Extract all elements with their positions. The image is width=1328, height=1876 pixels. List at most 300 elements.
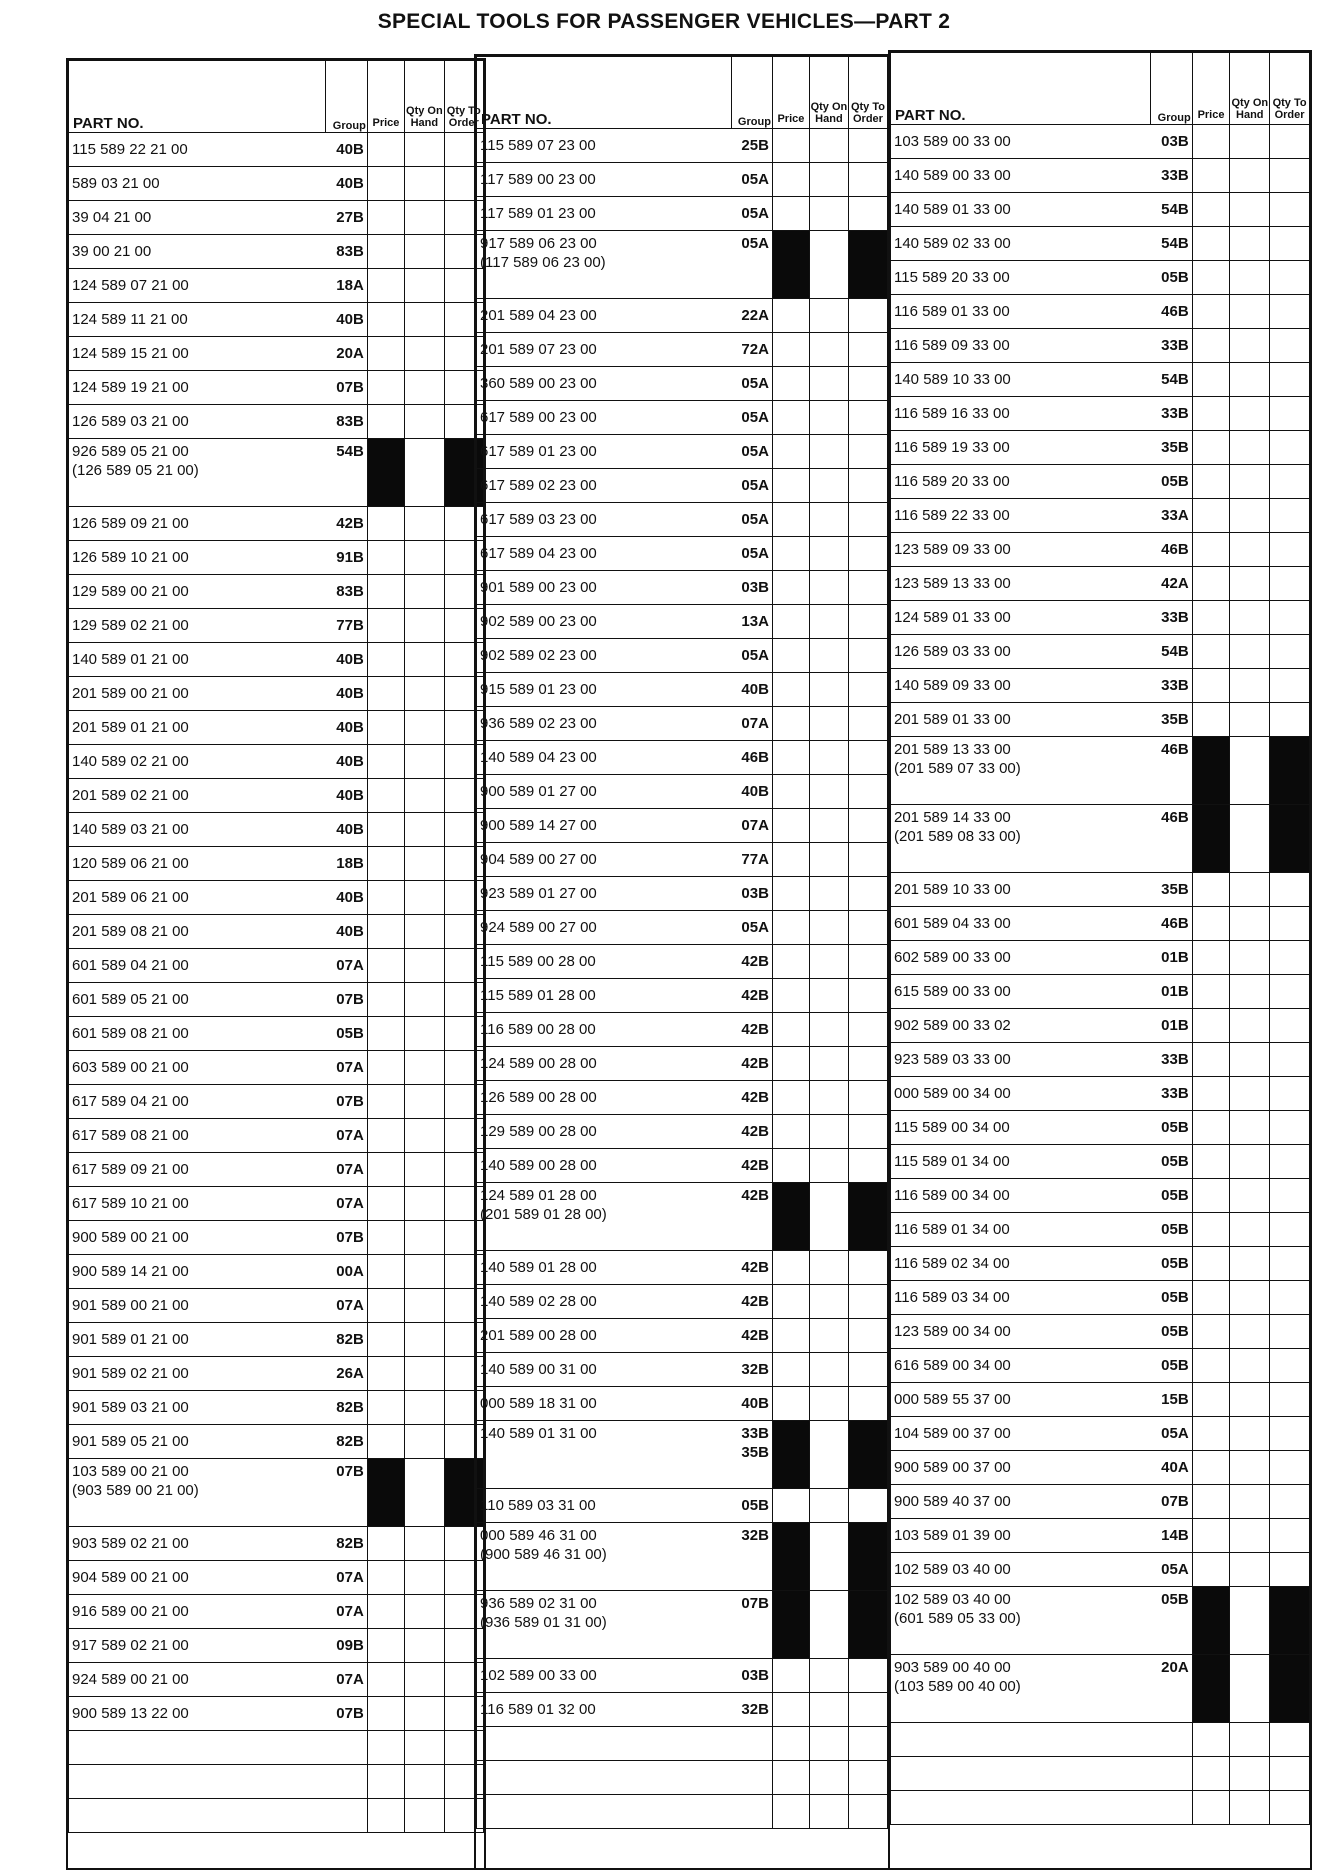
price-cell[interactable] [1192, 1077, 1230, 1111]
qty-to-order-cell[interactable] [848, 163, 887, 197]
qty-to-order-cell[interactable] [848, 367, 887, 401]
price-cell[interactable] [1192, 1315, 1230, 1349]
price-cell[interactable] [772, 741, 809, 775]
qty-to-order-cell[interactable] [848, 1591, 887, 1659]
qty-on-hand-cell[interactable] [405, 711, 444, 745]
qty-to-order-cell[interactable] [1270, 329, 1310, 363]
price-cell[interactable] [772, 1251, 809, 1285]
qty-to-order-cell[interactable] [848, 1285, 887, 1319]
qty-on-hand-cell[interactable] [809, 1489, 848, 1523]
qty-on-hand-cell[interactable] [1230, 567, 1270, 601]
qty-on-hand-cell[interactable] [405, 167, 444, 201]
qty-on-hand-cell[interactable] [809, 843, 848, 877]
price-cell[interactable] [367, 1697, 404, 1731]
qty-on-hand-cell[interactable] [809, 1693, 848, 1727]
price-cell[interactable] [772, 129, 809, 163]
price-cell[interactable] [1192, 1043, 1230, 1077]
qty-on-hand-cell[interactable] [405, 813, 444, 847]
qty-to-order-cell[interactable] [848, 1115, 887, 1149]
qty-to-order-cell[interactable] [1270, 1077, 1310, 1111]
qty-on-hand-cell[interactable] [1230, 363, 1270, 397]
qty-on-hand-cell[interactable] [809, 1591, 848, 1659]
qty-on-hand-cell[interactable] [809, 571, 848, 605]
price-cell[interactable] [367, 303, 404, 337]
price-cell[interactable] [1192, 1655, 1230, 1723]
price-cell[interactable] [367, 1289, 404, 1323]
qty-on-hand-cell[interactable] [405, 745, 444, 779]
qty-to-order-cell[interactable] [1270, 635, 1310, 669]
qty-on-hand-cell[interactable] [809, 809, 848, 843]
qty-on-hand-cell[interactable] [405, 643, 444, 677]
price-cell[interactable] [367, 133, 404, 167]
qty-to-order-cell[interactable] [1270, 1349, 1310, 1383]
qty-on-hand-cell[interactable] [405, 371, 444, 405]
qty-on-hand-cell[interactable] [405, 915, 444, 949]
qty-to-order-cell[interactable] [1270, 397, 1310, 431]
qty-on-hand-cell[interactable] [1230, 431, 1270, 465]
price-cell[interactable] [772, 1149, 809, 1183]
qty-on-hand-cell[interactable] [809, 503, 848, 537]
qty-to-order-cell[interactable] [848, 129, 887, 163]
qty-on-hand-cell[interactable] [809, 707, 848, 741]
price-cell[interactable] [772, 1319, 809, 1353]
qty-on-hand-cell[interactable] [405, 949, 444, 983]
price-cell[interactable] [772, 605, 809, 639]
qty-to-order-cell[interactable] [848, 1013, 887, 1047]
qty-to-order-cell[interactable] [1270, 1043, 1310, 1077]
qty-to-order-cell[interactable] [848, 1149, 887, 1183]
qty-to-order-cell[interactable] [848, 1523, 887, 1591]
qty-on-hand-cell[interactable] [809, 299, 848, 333]
qty-on-hand-cell[interactable] [809, 1421, 848, 1489]
price-cell[interactable] [367, 371, 404, 405]
qty-on-hand-cell[interactable] [809, 673, 848, 707]
qty-to-order-cell[interactable] [1270, 941, 1310, 975]
qty-to-order-cell[interactable] [848, 639, 887, 673]
qty-to-order-cell[interactable] [848, 197, 887, 231]
price-cell[interactable] [367, 711, 404, 745]
qty-to-order-cell[interactable] [1270, 1723, 1310, 1757]
qty-on-hand-cell[interactable] [1230, 703, 1270, 737]
price-cell[interactable] [772, 1047, 809, 1081]
price-cell[interactable] [367, 1425, 404, 1459]
qty-on-hand-cell[interactable] [809, 877, 848, 911]
qty-to-order-cell[interactable] [848, 911, 887, 945]
qty-on-hand-cell[interactable] [1230, 193, 1270, 227]
qty-on-hand-cell[interactable] [809, 775, 848, 809]
qty-to-order-cell[interactable] [1270, 295, 1310, 329]
qty-on-hand-cell[interactable] [1230, 533, 1270, 567]
price-cell[interactable] [772, 537, 809, 571]
qty-to-order-cell[interactable] [1270, 125, 1310, 159]
price-cell[interactable] [1192, 1553, 1230, 1587]
qty-on-hand-cell[interactable] [405, 1051, 444, 1085]
qty-to-order-cell[interactable] [1270, 261, 1310, 295]
qty-to-order-cell[interactable] [1270, 363, 1310, 397]
price-cell[interactable] [772, 1013, 809, 1047]
qty-to-order-cell[interactable] [1270, 1451, 1310, 1485]
qty-to-order-cell[interactable] [848, 333, 887, 367]
qty-to-order-cell[interactable] [1270, 907, 1310, 941]
qty-on-hand-cell[interactable] [1230, 805, 1270, 873]
qty-on-hand-cell[interactable] [405, 1153, 444, 1187]
qty-to-order-cell[interactable] [848, 809, 887, 843]
qty-to-order-cell[interactable] [1270, 1655, 1310, 1723]
price-cell[interactable] [367, 1119, 404, 1153]
qty-on-hand-cell[interactable] [1230, 1553, 1270, 1587]
qty-to-order-cell[interactable] [848, 401, 887, 435]
qty-to-order-cell[interactable] [848, 707, 887, 741]
qty-to-order-cell[interactable] [1270, 1179, 1310, 1213]
qty-on-hand-cell[interactable] [405, 1289, 444, 1323]
qty-on-hand-cell[interactable] [809, 1387, 848, 1421]
price-cell[interactable] [772, 1489, 809, 1523]
qty-to-order-cell[interactable] [1270, 227, 1310, 261]
qty-on-hand-cell[interactable] [405, 405, 444, 439]
qty-on-hand-cell[interactable] [405, 1561, 444, 1595]
price-cell[interactable] [367, 1187, 404, 1221]
qty-on-hand-cell[interactable] [1230, 1791, 1270, 1825]
price-cell[interactable] [1192, 1451, 1230, 1485]
price-cell[interactable] [1192, 1485, 1230, 1519]
qty-on-hand-cell[interactable] [809, 605, 848, 639]
qty-on-hand-cell[interactable] [405, 1323, 444, 1357]
price-cell[interactable] [1192, 363, 1230, 397]
price-cell[interactable] [772, 1761, 809, 1795]
qty-on-hand-cell[interactable] [809, 979, 848, 1013]
qty-on-hand-cell[interactable] [809, 231, 848, 299]
qty-to-order-cell[interactable] [848, 537, 887, 571]
price-cell[interactable] [772, 775, 809, 809]
price-cell[interactable] [1192, 1009, 1230, 1043]
price-cell[interactable] [367, 1527, 404, 1561]
qty-on-hand-cell[interactable] [405, 1119, 444, 1153]
price-cell[interactable] [1192, 907, 1230, 941]
qty-on-hand-cell[interactable] [809, 469, 848, 503]
qty-to-order-cell[interactable] [1270, 1757, 1310, 1791]
price-cell[interactable] [1192, 1791, 1230, 1825]
qty-to-order-cell[interactable] [1270, 499, 1310, 533]
price-cell[interactable] [1192, 1587, 1230, 1655]
qty-on-hand-cell[interactable] [405, 1391, 444, 1425]
qty-on-hand-cell[interactable] [1230, 1587, 1270, 1655]
price-cell[interactable] [367, 1561, 404, 1595]
price-cell[interactable] [1192, 1111, 1230, 1145]
qty-to-order-cell[interactable] [1270, 1383, 1310, 1417]
qty-on-hand-cell[interactable] [1230, 1417, 1270, 1451]
price-cell[interactable] [772, 1183, 809, 1251]
price-cell[interactable] [772, 435, 809, 469]
qty-on-hand-cell[interactable] [809, 1285, 848, 1319]
price-cell[interactable] [772, 673, 809, 707]
qty-on-hand-cell[interactable] [405, 1085, 444, 1119]
qty-to-order-cell[interactable] [848, 571, 887, 605]
price-cell[interactable] [1192, 1247, 1230, 1281]
price-cell[interactable] [1192, 1519, 1230, 1553]
price-cell[interactable] [772, 197, 809, 231]
qty-on-hand-cell[interactable] [405, 1663, 444, 1697]
qty-to-order-cell[interactable] [848, 1047, 887, 1081]
price-cell[interactable] [772, 1421, 809, 1489]
qty-to-order-cell[interactable] [1270, 567, 1310, 601]
qty-to-order-cell[interactable] [1270, 1281, 1310, 1315]
qty-to-order-cell[interactable] [1270, 805, 1310, 873]
qty-on-hand-cell[interactable] [1230, 941, 1270, 975]
price-cell[interactable] [367, 915, 404, 949]
qty-on-hand-cell[interactable] [405, 1527, 444, 1561]
price-cell[interactable] [1192, 1383, 1230, 1417]
price-cell[interactable] [772, 1081, 809, 1115]
qty-on-hand-cell[interactable] [405, 1425, 444, 1459]
qty-to-order-cell[interactable] [1270, 975, 1310, 1009]
price-cell[interactable] [772, 1795, 809, 1829]
qty-on-hand-cell[interactable] [1230, 635, 1270, 669]
price-cell[interactable] [367, 1459, 404, 1527]
qty-to-order-cell[interactable] [1270, 431, 1310, 465]
qty-on-hand-cell[interactable] [405, 1765, 444, 1799]
qty-to-order-cell[interactable] [848, 741, 887, 775]
price-cell[interactable] [367, 1391, 404, 1425]
price-cell[interactable] [1192, 533, 1230, 567]
qty-to-order-cell[interactable] [1270, 193, 1310, 227]
price-cell[interactable] [1192, 1213, 1230, 1247]
price-cell[interactable] [772, 367, 809, 401]
price-cell[interactable] [367, 337, 404, 371]
qty-on-hand-cell[interactable] [405, 1017, 444, 1051]
qty-on-hand-cell[interactable] [405, 881, 444, 915]
price-cell[interactable] [367, 881, 404, 915]
qty-on-hand-cell[interactable] [405, 983, 444, 1017]
price-cell[interactable] [772, 1353, 809, 1387]
price-cell[interactable] [1192, 975, 1230, 1009]
price-cell[interactable] [772, 945, 809, 979]
qty-to-order-cell[interactable] [848, 1761, 887, 1795]
qty-on-hand-cell[interactable] [809, 1523, 848, 1591]
price-cell[interactable] [367, 235, 404, 269]
qty-on-hand-cell[interactable] [1230, 1349, 1270, 1383]
price-cell[interactable] [1192, 1723, 1230, 1757]
price-cell[interactable] [1192, 193, 1230, 227]
price-cell[interactable] [367, 575, 404, 609]
qty-to-order-cell[interactable] [1270, 669, 1310, 703]
qty-on-hand-cell[interactable] [809, 1149, 848, 1183]
qty-on-hand-cell[interactable] [809, 1081, 848, 1115]
qty-to-order-cell[interactable] [848, 843, 887, 877]
qty-on-hand-cell[interactable] [1230, 159, 1270, 193]
price-cell[interactable] [772, 571, 809, 605]
qty-to-order-cell[interactable] [1270, 703, 1310, 737]
price-cell[interactable] [1192, 431, 1230, 465]
qty-to-order-cell[interactable] [848, 1387, 887, 1421]
qty-on-hand-cell[interactable] [1230, 125, 1270, 159]
price-cell[interactable] [772, 299, 809, 333]
qty-on-hand-cell[interactable] [405, 847, 444, 881]
qty-on-hand-cell[interactable] [809, 197, 848, 231]
qty-to-order-cell[interactable] [1270, 601, 1310, 635]
qty-on-hand-cell[interactable] [1230, 737, 1270, 805]
price-cell[interactable] [1192, 703, 1230, 737]
price-cell[interactable] [772, 469, 809, 503]
qty-to-order-cell[interactable] [1270, 1247, 1310, 1281]
qty-on-hand-cell[interactable] [1230, 1213, 1270, 1247]
price-cell[interactable] [1192, 1145, 1230, 1179]
qty-on-hand-cell[interactable] [809, 537, 848, 571]
price-cell[interactable] [772, 707, 809, 741]
qty-to-order-cell[interactable] [848, 1489, 887, 1523]
qty-to-order-cell[interactable] [848, 435, 887, 469]
price-cell[interactable] [367, 1799, 404, 1833]
qty-on-hand-cell[interactable] [1230, 1179, 1270, 1213]
price-cell[interactable] [772, 911, 809, 945]
qty-on-hand-cell[interactable] [1230, 1077, 1270, 1111]
price-cell[interactable] [367, 439, 404, 507]
qty-to-order-cell[interactable] [1270, 159, 1310, 193]
qty-to-order-cell[interactable] [848, 979, 887, 1013]
qty-on-hand-cell[interactable] [405, 1221, 444, 1255]
qty-on-hand-cell[interactable] [1230, 329, 1270, 363]
qty-to-order-cell[interactable] [1270, 1009, 1310, 1043]
price-cell[interactable] [367, 507, 404, 541]
price-cell[interactable] [1192, 669, 1230, 703]
price-cell[interactable] [367, 779, 404, 813]
qty-on-hand-cell[interactable] [1230, 1315, 1270, 1349]
qty-on-hand-cell[interactable] [1230, 1043, 1270, 1077]
price-cell[interactable] [367, 1731, 404, 1765]
qty-on-hand-cell[interactable] [809, 1115, 848, 1149]
price-cell[interactable] [772, 163, 809, 197]
price-cell[interactable] [772, 1387, 809, 1421]
qty-on-hand-cell[interactable] [1230, 499, 1270, 533]
price-cell[interactable] [1192, 227, 1230, 261]
qty-on-hand-cell[interactable] [809, 1319, 848, 1353]
price-cell[interactable] [772, 1659, 809, 1693]
qty-on-hand-cell[interactable] [405, 779, 444, 813]
qty-to-order-cell[interactable] [848, 1183, 887, 1251]
price-cell[interactable] [1192, 499, 1230, 533]
qty-on-hand-cell[interactable] [1230, 1281, 1270, 1315]
price-cell[interactable] [367, 1255, 404, 1289]
price-cell[interactable] [367, 405, 404, 439]
price-cell[interactable] [1192, 1179, 1230, 1213]
price-cell[interactable] [367, 541, 404, 575]
qty-on-hand-cell[interactable] [1230, 1009, 1270, 1043]
qty-on-hand-cell[interactable] [1230, 261, 1270, 295]
price-cell[interactable] [367, 1221, 404, 1255]
qty-on-hand-cell[interactable] [405, 575, 444, 609]
qty-on-hand-cell[interactable] [1230, 1757, 1270, 1791]
qty-to-order-cell[interactable] [848, 231, 887, 299]
price-cell[interactable] [1192, 1349, 1230, 1383]
qty-to-order-cell[interactable] [1270, 1315, 1310, 1349]
price-cell[interactable] [772, 843, 809, 877]
qty-on-hand-cell[interactable] [405, 201, 444, 235]
price-cell[interactable] [1192, 397, 1230, 431]
qty-on-hand-cell[interactable] [405, 1255, 444, 1289]
qty-on-hand-cell[interactable] [405, 1459, 444, 1527]
qty-on-hand-cell[interactable] [1230, 1451, 1270, 1485]
qty-to-order-cell[interactable] [1270, 1587, 1310, 1655]
price-cell[interactable] [772, 639, 809, 673]
price-cell[interactable] [772, 333, 809, 367]
qty-on-hand-cell[interactable] [809, 401, 848, 435]
qty-on-hand-cell[interactable] [809, 1183, 848, 1251]
price-cell[interactable] [772, 1591, 809, 1659]
price-cell[interactable] [772, 877, 809, 911]
price-cell[interactable] [367, 983, 404, 1017]
price-cell[interactable] [367, 1357, 404, 1391]
qty-on-hand-cell[interactable] [809, 129, 848, 163]
price-cell[interactable] [772, 1523, 809, 1591]
price-cell[interactable] [1192, 635, 1230, 669]
qty-on-hand-cell[interactable] [1230, 397, 1270, 431]
qty-on-hand-cell[interactable] [1230, 1383, 1270, 1417]
qty-on-hand-cell[interactable] [809, 639, 848, 673]
qty-to-order-cell[interactable] [1270, 533, 1310, 567]
qty-on-hand-cell[interactable] [809, 1013, 848, 1047]
qty-to-order-cell[interactable] [848, 945, 887, 979]
qty-on-hand-cell[interactable] [405, 1357, 444, 1391]
price-cell[interactable] [367, 847, 404, 881]
qty-on-hand-cell[interactable] [405, 609, 444, 643]
price-cell[interactable] [367, 609, 404, 643]
qty-on-hand-cell[interactable] [1230, 1247, 1270, 1281]
qty-on-hand-cell[interactable] [809, 1727, 848, 1761]
qty-to-order-cell[interactable] [848, 673, 887, 707]
price-cell[interactable] [367, 813, 404, 847]
price-cell[interactable] [367, 643, 404, 677]
qty-on-hand-cell[interactable] [405, 1697, 444, 1731]
qty-to-order-cell[interactable] [1270, 465, 1310, 499]
price-cell[interactable] [772, 809, 809, 843]
price-cell[interactable] [367, 1629, 404, 1663]
price-cell[interactable] [772, 401, 809, 435]
price-cell[interactable] [367, 1153, 404, 1187]
qty-on-hand-cell[interactable] [1230, 1111, 1270, 1145]
price-cell[interactable] [1192, 1417, 1230, 1451]
price-cell[interactable] [367, 1765, 404, 1799]
qty-to-order-cell[interactable] [1270, 1111, 1310, 1145]
price-cell[interactable] [772, 231, 809, 299]
qty-to-order-cell[interactable] [848, 1319, 887, 1353]
price-cell[interactable] [772, 979, 809, 1013]
price-cell[interactable] [1192, 873, 1230, 907]
qty-to-order-cell[interactable] [1270, 1553, 1310, 1587]
qty-on-hand-cell[interactable] [405, 677, 444, 711]
qty-to-order-cell[interactable] [848, 605, 887, 639]
qty-to-order-cell[interactable] [848, 1795, 887, 1829]
price-cell[interactable] [772, 1285, 809, 1319]
price-cell[interactable] [1192, 737, 1230, 805]
qty-to-order-cell[interactable] [848, 1727, 887, 1761]
qty-on-hand-cell[interactable] [809, 367, 848, 401]
qty-to-order-cell[interactable] [1270, 1145, 1310, 1179]
price-cell[interactable] [1192, 1281, 1230, 1315]
qty-to-order-cell[interactable] [848, 877, 887, 911]
price-cell[interactable] [367, 1017, 404, 1051]
qty-on-hand-cell[interactable] [405, 337, 444, 371]
qty-on-hand-cell[interactable] [809, 435, 848, 469]
price-cell[interactable] [1192, 295, 1230, 329]
price-cell[interactable] [1192, 125, 1230, 159]
price-cell[interactable] [1192, 601, 1230, 635]
price-cell[interactable] [367, 949, 404, 983]
qty-on-hand-cell[interactable] [405, 269, 444, 303]
qty-on-hand-cell[interactable] [809, 1353, 848, 1387]
qty-on-hand-cell[interactable] [1230, 1655, 1270, 1723]
qty-to-order-cell[interactable] [1270, 1417, 1310, 1451]
qty-on-hand-cell[interactable] [1230, 1145, 1270, 1179]
price-cell[interactable] [367, 201, 404, 235]
